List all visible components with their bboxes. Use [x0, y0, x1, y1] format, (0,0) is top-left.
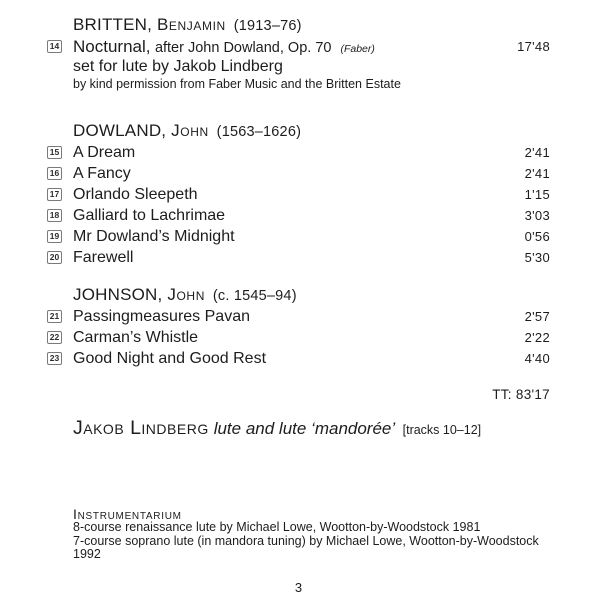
track-number-badge: 22 — [47, 331, 62, 344]
track-row — [47, 247, 550, 268]
track-number-badge: 18 — [47, 209, 62, 222]
composer-forename: John — [171, 121, 209, 140]
track-title — [73, 37, 517, 57]
track-duration: 3'03 — [524, 208, 550, 223]
composer-surname: BRITTEN, — [73, 15, 153, 34]
section-spacer — [47, 93, 550, 120]
track-publisher: (Faber) — [340, 42, 375, 55]
track-duration: 0'56 — [524, 229, 550, 244]
composer-dates: (1563–1626) — [216, 124, 302, 140]
track-row — [47, 142, 550, 163]
section-spacer — [47, 268, 550, 284]
composer-heading-britten — [73, 14, 550, 36]
track-duration: 17'48 — [517, 39, 550, 54]
instrument-item: 8-course renaissance lute by Michael Lowe, Wootton-by-Woodstock 1981 — [73, 520, 481, 534]
track-row — [47, 163, 550, 184]
track-title: A Fancy — [73, 164, 131, 182]
track-row — [47, 306, 550, 327]
track-number-badge: 20 — [47, 251, 62, 264]
track-title: A Dream — [73, 143, 136, 161]
track-number-badge: 21 — [47, 310, 62, 323]
track-duration: 5'30 — [524, 250, 550, 265]
track-number-badge: 17 — [47, 188, 62, 201]
track-duration: 4'40 — [524, 351, 550, 366]
composer-dates: (c. 1545–94) — [212, 288, 297, 304]
track-row — [47, 348, 550, 369]
composer-forename: John — [167, 285, 205, 304]
track-title: Galliard to Lachrimae — [73, 206, 226, 224]
track-note-arrangement: set for lute by Jakob Lindberg — [73, 58, 283, 75]
track-duration: 2'41 — [524, 166, 550, 181]
track-row — [47, 226, 550, 247]
composer-surname: DOWLAND, — [73, 121, 167, 140]
performer-credit — [73, 416, 550, 440]
track-number-badge: 23 — [47, 352, 62, 365]
track-duration: 1'15 — [524, 187, 550, 202]
track-title-main: Nocturnal, — [73, 36, 151, 56]
performer-tracks-note: [tracks 10–12] — [402, 423, 482, 437]
instrumentarium-heading: Instrumentarium — [73, 506, 182, 522]
track-number-badge: 14 — [47, 40, 62, 53]
track-number-badge: 16 — [47, 167, 62, 180]
track-title: Mr Dowland’s Midnight — [73, 227, 235, 245]
track-row — [47, 184, 550, 205]
track-title: Farewell — [73, 248, 134, 266]
track-title: Carman’s Whistle — [73, 328, 199, 346]
track-number-badge: 15 — [47, 146, 62, 159]
track-row — [47, 205, 550, 226]
track-title-detail: after John Dowland, Op. 70 — [154, 39, 332, 56]
instrumentarium-block — [73, 507, 550, 562]
instrument-item: 7-course soprano lute (in mandora tuning) by Michael Lowe, Wootton-by-Woodstock 1992 — [73, 533, 539, 561]
composer-dates: (1913–76) — [233, 18, 302, 34]
performer-role: lute and lute ‘mandorée’ — [213, 419, 396, 438]
track-row — [47, 36, 550, 57]
performer-name: Jakob Lindberg — [73, 417, 209, 439]
track-title: Passingmeasures Pavan — [73, 307, 250, 325]
track-title: Good Night and Good Rest — [73, 349, 267, 367]
track-duration: 2'22 — [524, 330, 550, 345]
track-row — [47, 327, 550, 348]
page-number: 3 — [294, 579, 303, 595]
composer-heading-johnson — [73, 284, 550, 306]
composer-forename: Benjamin — [156, 15, 226, 34]
track-duration: 2'41 — [524, 145, 550, 160]
track-title: Orlando Sleepeth — [73, 185, 198, 203]
composer-heading-dowland — [73, 120, 550, 142]
composer-surname: JOHNSON, — [73, 285, 163, 304]
track-note-permission: by kind permission from Faber Music and the Britten Estate — [73, 77, 401, 91]
track-number-badge: 19 — [47, 230, 62, 243]
track-duration: 2'57 — [524, 309, 550, 324]
total-time: TT: 83'17 — [492, 387, 550, 402]
